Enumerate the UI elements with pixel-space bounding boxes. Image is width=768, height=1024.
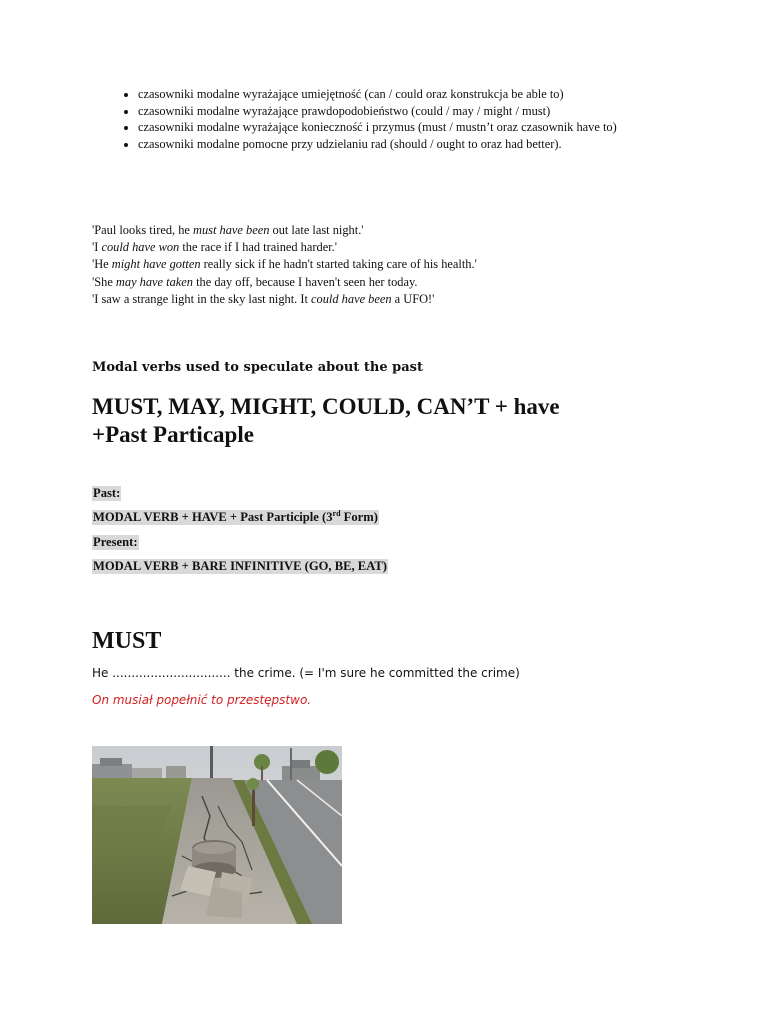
section-subheading: Modal verbs used to speculate about the past (92, 360, 423, 375)
example-text: the day off, because I haven't seen her today. (192, 274, 418, 289)
example-modal: could have been (311, 291, 392, 306)
example-modal: may have taken (115, 274, 193, 289)
example-text: a UFO!' (391, 291, 435, 306)
example-text: 'I saw a strange light in the sky last night. It (92, 291, 312, 306)
example-text: 'He (92, 257, 112, 272)
example-modal: must have been (193, 223, 270, 237)
list-item: • czasowniki modalne pomocne przy udzielaniu rad (should / ought to oraz had better). (138, 136, 738, 153)
example-line (92, 239, 692, 256)
example-sentences (92, 222, 692, 308)
must-heading: MUST (92, 628, 162, 654)
example-modal: might have gotten (111, 257, 201, 272)
present-label: Present: (93, 535, 138, 549)
cracked-road-photo (92, 746, 342, 924)
must-translation: On musiał popełnić to przestępstwo. (92, 693, 312, 707)
heading-part: +Past Particaple (92, 422, 254, 447)
example-line (92, 256, 692, 273)
past-label: Past: (93, 486, 121, 500)
example-line (92, 291, 692, 308)
formula-text: Form) (340, 510, 378, 524)
example-text: the race if I had trained harder.' (179, 240, 337, 255)
example-text: 'She (92, 274, 116, 289)
example-text: really sick if he hadn't started taking care of his health.' (200, 257, 477, 272)
example-text: out late last night.' (269, 223, 364, 237)
formula-superscript: rd (332, 508, 341, 518)
must-example-sentence: He ............................... the crime. (= I'm sure he committed the crime) (92, 666, 520, 680)
list-item: • czasowniki modalne wyrażające umiejętność (can / could oraz konstrukcja be able to) (138, 86, 738, 103)
heading-part: , CAN’T + have (405, 394, 560, 419)
photo-illustration (92, 746, 342, 924)
heading-part: MUST, MAY, MIGHT, COULD (92, 394, 406, 419)
example-line (92, 222, 692, 239)
past-formula (92, 510, 379, 525)
example-line (92, 274, 692, 291)
example-text: 'I (92, 240, 102, 255)
formula-text: MODAL VERB + HAVE + Past Participle (3 (93, 510, 333, 524)
section-heading (92, 393, 712, 449)
modal-verbs-list (92, 86, 738, 152)
present-formula: MODAL VERB + BARE INFINITIVE (GO, BE, EAT) (93, 559, 387, 573)
list-item: • czasowniki modalne wyrażające prawdopodobieństwo (could / may / might / must) (138, 103, 738, 120)
list-item: • czasowniki modalne wyrażające konieczność i przymus (must / mustn’t oraz czasownik have to) (138, 119, 738, 136)
example-modal: could have won (101, 240, 180, 255)
example-text: 'Paul looks tired, he (92, 223, 194, 237)
